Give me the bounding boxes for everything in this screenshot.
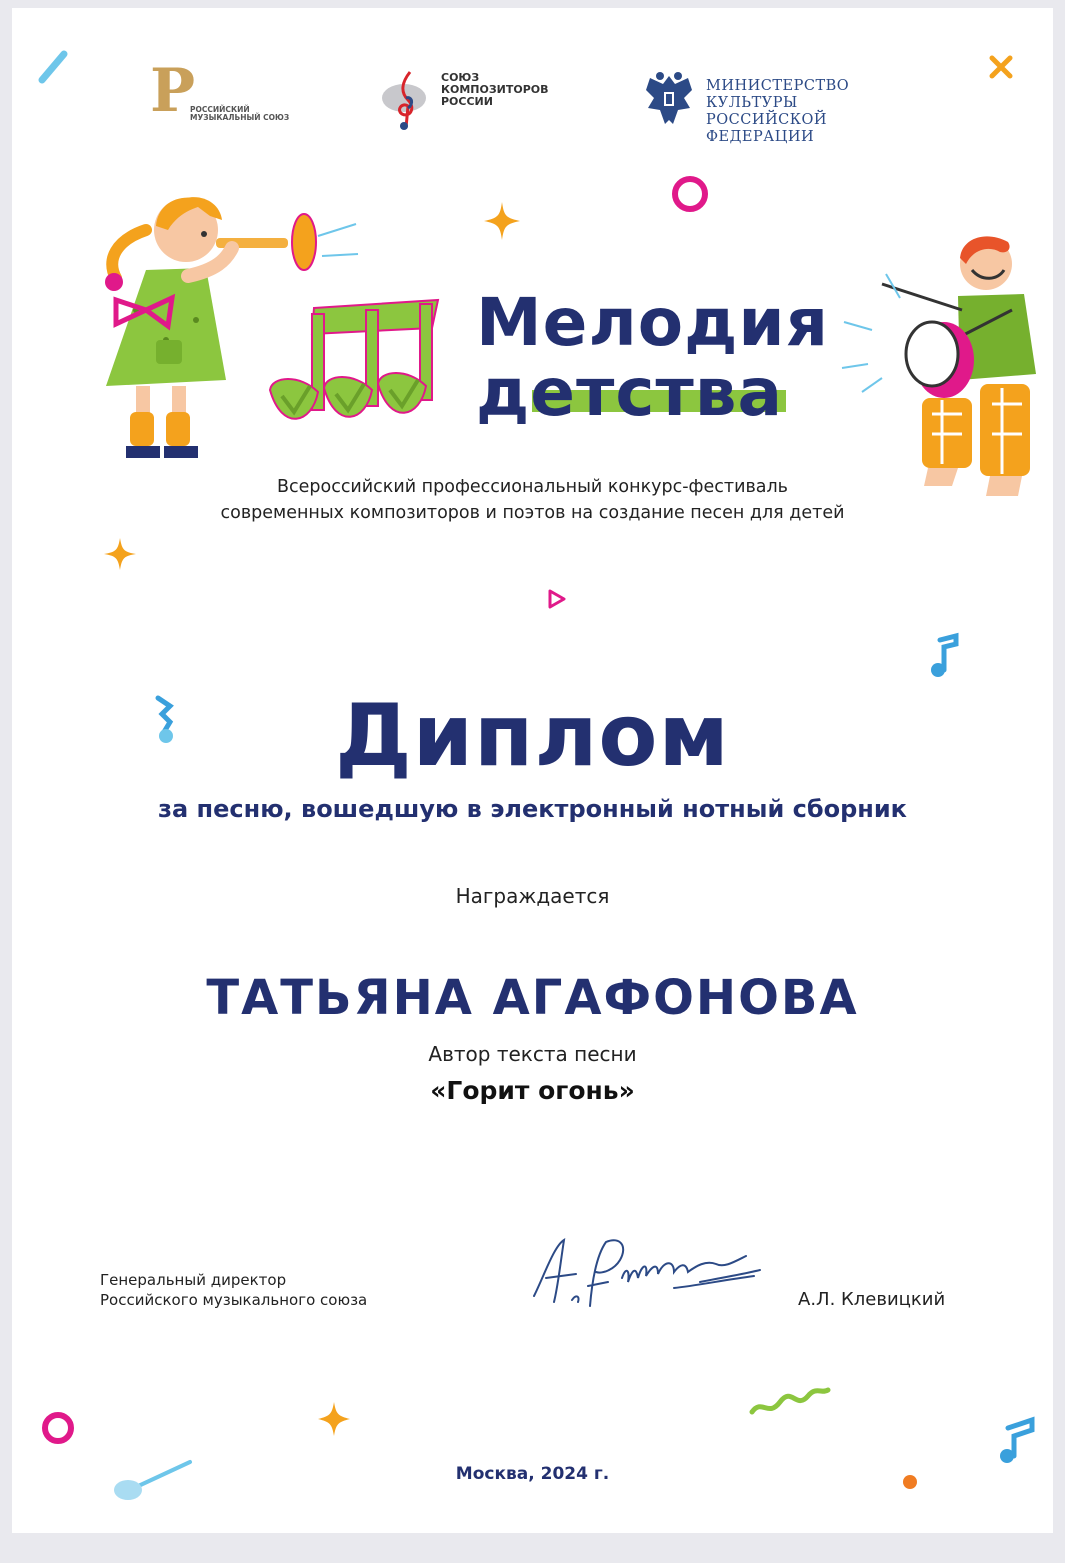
rms-logo-text — [190, 106, 289, 122]
orange-cross-decoration — [986, 52, 1016, 82]
skr-logo-line1: СОЮЗ — [441, 71, 480, 84]
recipient-name: ТАТЬЯНА АГАФОНОВА — [206, 970, 859, 1026]
signatory-name: А.Л. Клевицкий — [798, 1289, 946, 1310]
ministry-culture-line1: МИНИСТЕРСТВО КУЛЬТУРЫ — [706, 78, 850, 111]
skr-logo-line2: КОМПОЗИТОРОВ — [441, 83, 549, 96]
skr-logo-line3: РОССИИ — [441, 95, 493, 108]
recipient-role: Автор текста песни — [428, 1042, 637, 1066]
rms-logo-line1: РОССИЙСКИЙ — [190, 105, 250, 114]
green-music-notes-illustration — [262, 294, 452, 444]
skr-logo — [380, 68, 570, 138]
green-wave-decoration — [748, 1378, 832, 1422]
ministry-culture-text — [706, 78, 940, 146]
music-note-icon — [926, 632, 962, 680]
festival-title-line2: детства — [476, 354, 783, 431]
magenta-triangle-decoration — [546, 588, 568, 610]
festival-title — [476, 284, 836, 431]
magenta-ring-decoration — [670, 174, 710, 214]
song-title: «Горит огонь» — [430, 1076, 635, 1105]
orange-sparkle-icon — [102, 536, 138, 572]
diploma-title: Диплом — [335, 686, 730, 786]
ministry-culture-logo — [640, 68, 940, 145]
signatory-position — [100, 1270, 367, 1310]
orange-sparkle-icon — [316, 1400, 352, 1438]
double-headed-eagle-icon — [640, 68, 698, 130]
light-blue-stroke-decoration — [36, 46, 72, 86]
signatory-position-line2: Российского музыкального союза — [100, 1291, 368, 1309]
orange-sparkle-icon — [482, 200, 522, 242]
sound-lines-decoration — [312, 216, 368, 266]
rms-logo — [150, 56, 300, 134]
skr-logo-text — [441, 72, 549, 108]
sound-lines-decoration — [838, 268, 908, 398]
diploma-subtitle: за песню, вошедшую в электронный нотный сборник — [158, 795, 907, 823]
awarded-label: Награждается — [455, 884, 610, 908]
place-and-date: Москва, 2024 г. — [455, 1464, 610, 1484]
diploma-sheet — [12, 8, 1053, 1533]
ministry-culture-line2: РОССИЙСКОЙ ФЕДЕРАЦИИ — [706, 112, 827, 145]
rms-logo-letter: Р — [150, 56, 196, 126]
signatory-position-line1: Генеральный директор — [100, 1271, 287, 1289]
festival-subtitle-line2: современных композиторов и поэтов на создание песен для детей — [220, 503, 845, 523]
rms-logo-line2: МУЗЫКАЛЬНЫЙ СОЮЗ — [190, 113, 290, 122]
festival-title-line1: Мелодия — [476, 284, 830, 361]
festival-subtitle-line1: Всероссийский профессиональный конкурс-фестиваль — [276, 477, 788, 497]
music-note-icon — [992, 1416, 1042, 1466]
magenta-ring-decoration — [38, 1408, 78, 1448]
handwritten-signature — [524, 1226, 764, 1316]
festival-subtitle — [12, 474, 1053, 526]
treble-clef-icon — [380, 68, 440, 132]
